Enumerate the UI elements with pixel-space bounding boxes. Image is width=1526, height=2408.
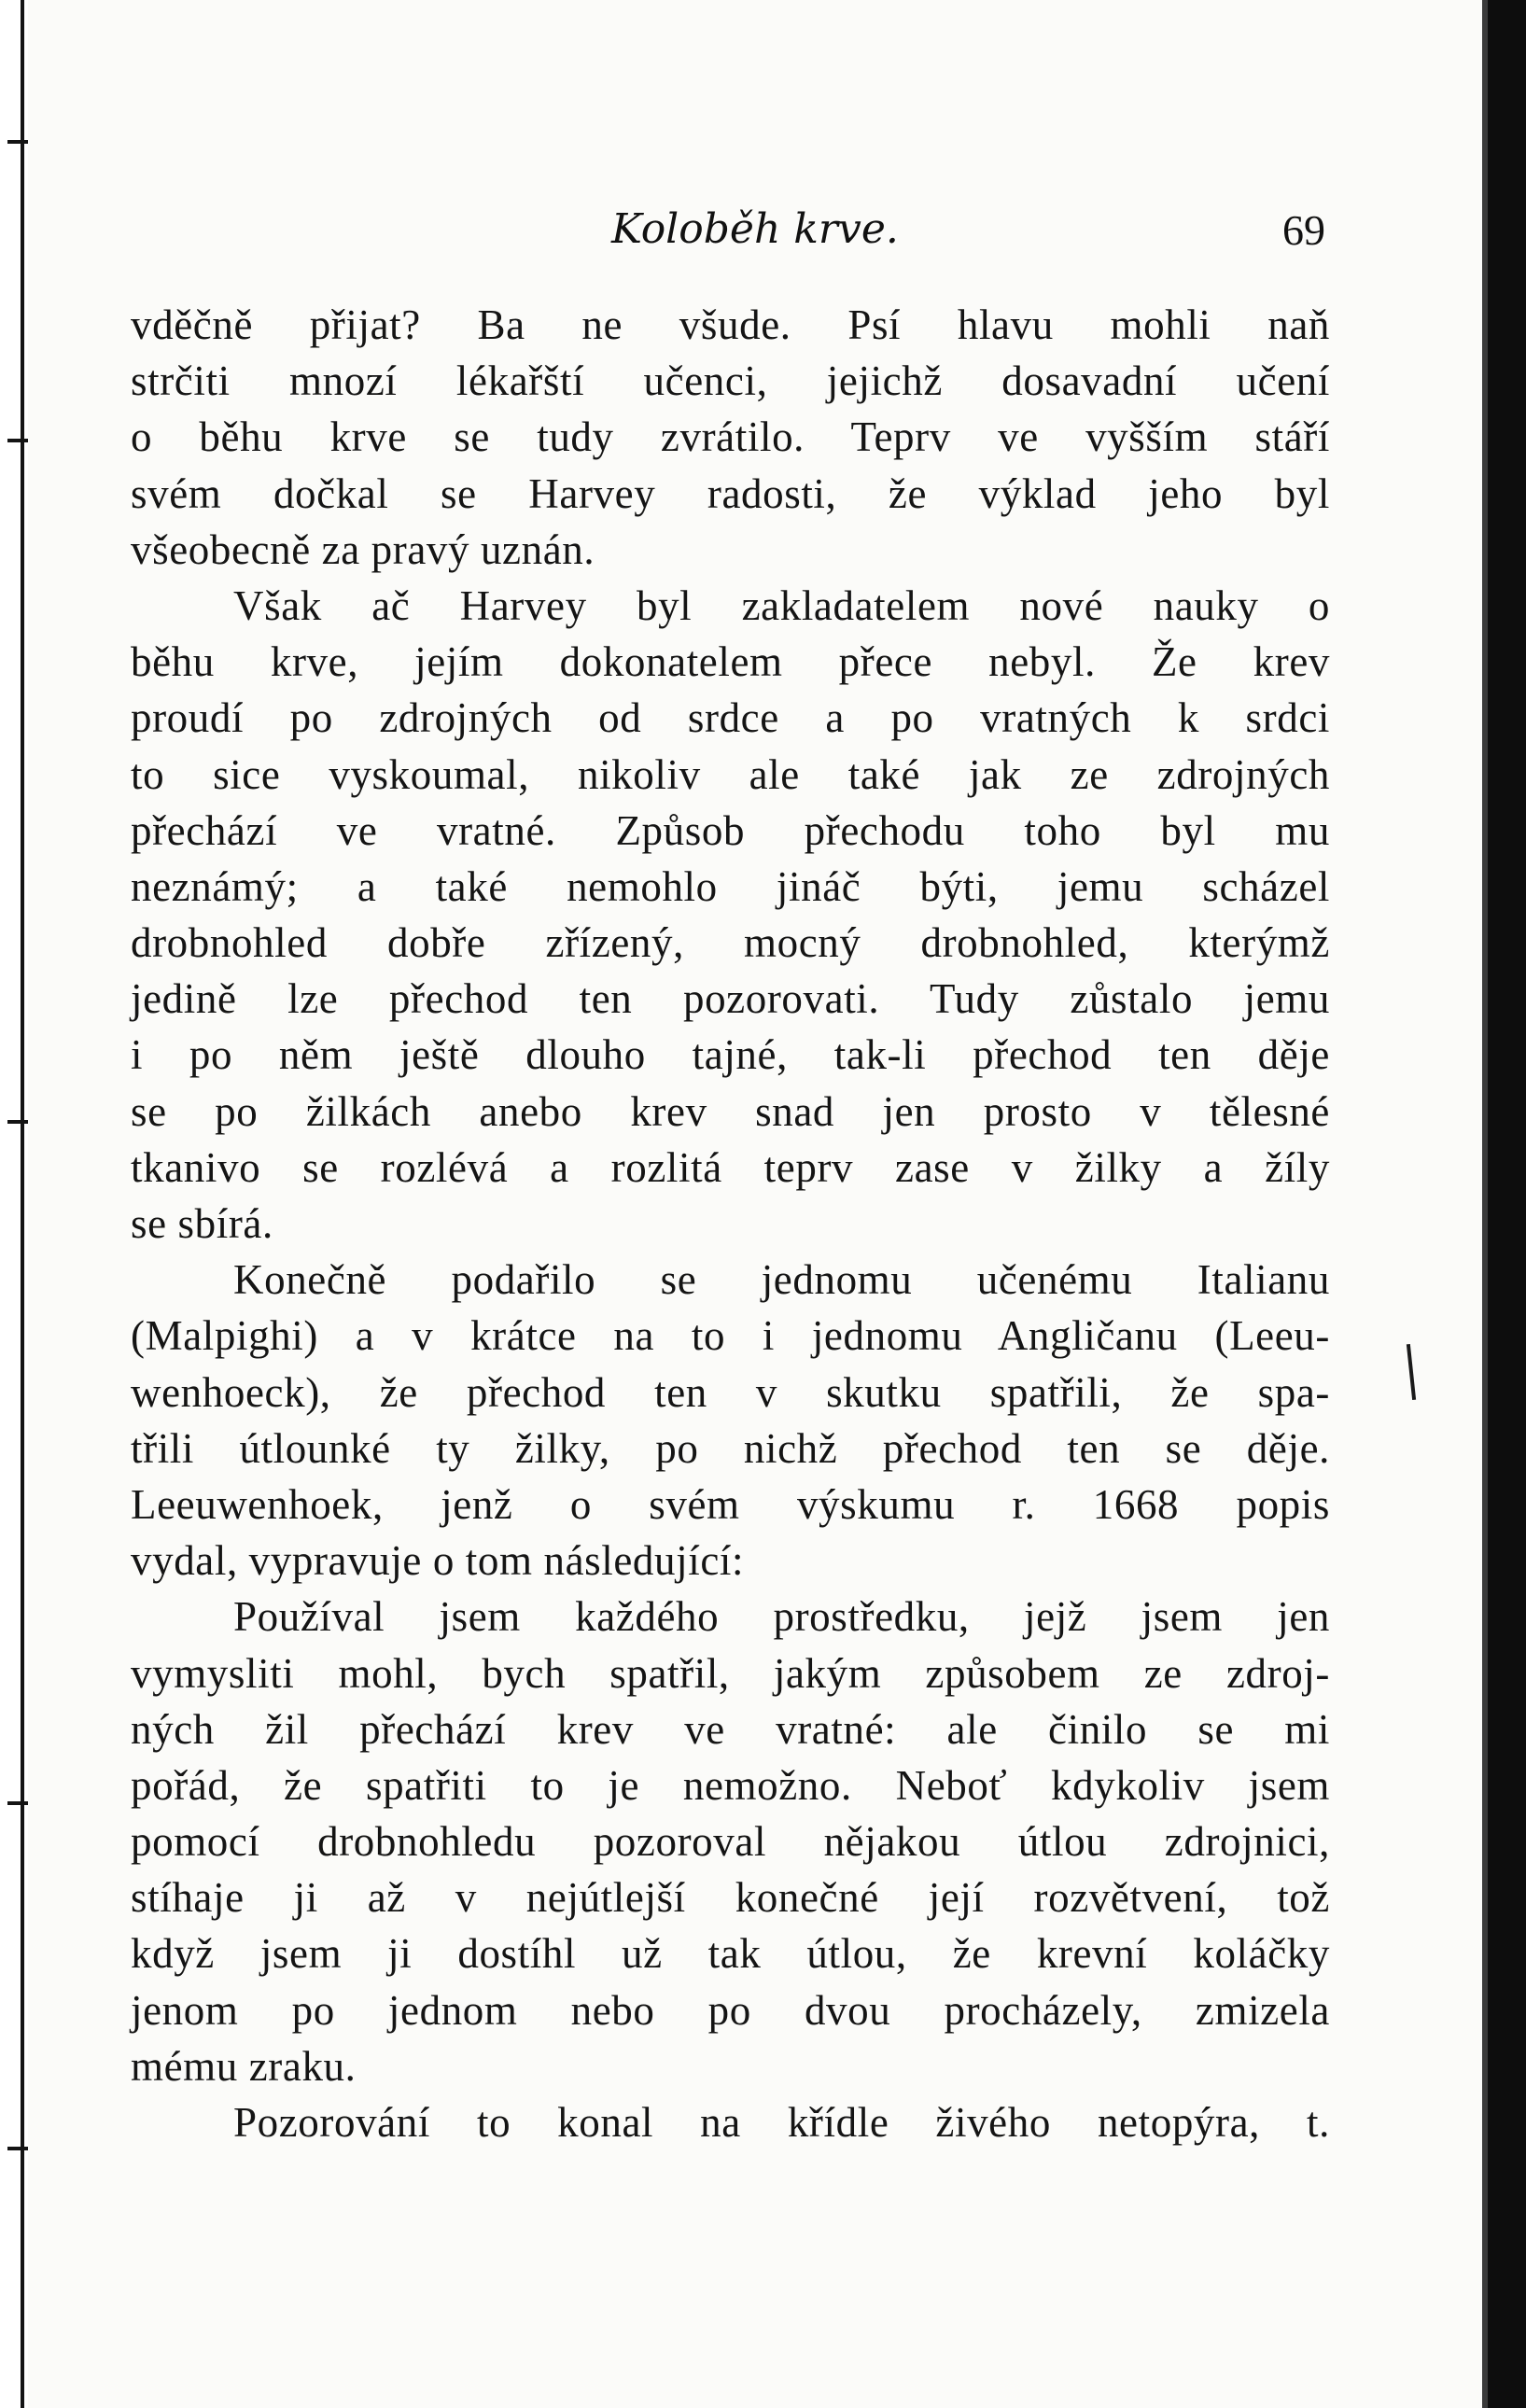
- text-line: všeobecně za pravý uznán.: [131, 525, 595, 573]
- text-line: vymysliti mohl, bych spatřil, jakým způsobem ze zdroj-: [131, 1649, 1330, 1697]
- text-line: Konečně podařilo se jednomu učenému Italianu: [233, 1256, 1330, 1304]
- text-line: pomocí drobnohledu pozoroval nějakou útlou zdrojnici,: [131, 1818, 1330, 1866]
- text-line: Však ač Harvey byl zakladatelem nové nauky o: [233, 581, 1330, 629]
- binding-tick: [7, 1120, 28, 1124]
- text-line: jedině lze přechod ten pozorovati. Tudy zůstalo jemu: [131, 975, 1330, 1023]
- left-binding-edge: [0, 0, 28, 2408]
- body-text: [131, 297, 1330, 2150]
- page-header: [131, 205, 1325, 271]
- text-line: o běhu krve se tudy zvrátilo. Teprv ve vyšším stáří: [131, 413, 1330, 461]
- page-number: 69: [1282, 206, 1325, 254]
- text-line: vydal, vypravuje o tom následující:: [131, 1537, 745, 1585]
- text-line: proudí po zdrojných od srdce a po vratných k srdci: [131, 694, 1330, 742]
- text-line: ných žil přechází krev ve vratné: ale činilo se mi: [131, 1705, 1330, 1753]
- binding-tick: [7, 1801, 28, 1805]
- text-line: jenom po jednom nebo po dvou procházely, zmizela: [131, 1986, 1330, 2034]
- page-edge-shadow: [1482, 0, 1488, 2408]
- text-line: Pozorování to konal na křídle živého netopýra, t.: [233, 2099, 1330, 2146]
- text-line: se sbírá.: [131, 1200, 273, 1247]
- text-line: přechází ve vratné. Způsob přechodu toho byl mu: [131, 806, 1330, 854]
- binding-tick: [7, 439, 28, 442]
- text-line: se po žilkách anebo krev snad jen prosto v tělesné: [131, 1087, 1330, 1135]
- text-line: když jsem ji dostíhl už tak útlou, že krevní koláčky: [131, 1930, 1330, 1978]
- margin-mark: [1407, 1344, 1416, 1400]
- binding-tick: [7, 2147, 28, 2150]
- text-line: tkanivo se rozlévá a rozlitá teprv zase v žilky a žíly: [131, 1143, 1330, 1191]
- text-line: Leeuwenhoek, jenž o svém výskumu r. 1668 popis: [131, 1480, 1330, 1528]
- right-dark-edge: [1482, 0, 1526, 2408]
- text-line: běhu krve, jejím dokonatelem přece nebyl. Že krev: [131, 638, 1330, 686]
- text-line: i po něm ještě dlouho tajné, tak-li přechod ten děje: [131, 1031, 1330, 1079]
- text-line: stíhaje ji až v nejútlejší konečné její rozvětvení, tož: [131, 1874, 1330, 1922]
- binding-tick: [7, 140, 28, 144]
- text-line: pořád, že spatřiti to je nemožno. Neboť kdykoliv jsem: [131, 1761, 1330, 1809]
- text-line: mému zraku.: [131, 2042, 357, 2090]
- binding-rule: [21, 0, 24, 2408]
- text-line: (Malpighi) a v krátce na to i jednomu Angličanu (Leeu-: [131, 1312, 1330, 1360]
- text-line: vděčně přijat? Ba ne všude. Psí hlavu mohli naň: [131, 301, 1330, 348]
- text-line: třili útlounké ty žilky, po nichž přechod ten se děje.: [131, 1424, 1330, 1472]
- text-line: drobnohled dobře zřízený, mocný drobnohled, kterýmž: [131, 919, 1330, 967]
- text-line: wenhoeck), že přechod ten v skutku spatřili, že spa-: [131, 1368, 1330, 1416]
- text-line: svém dočkal se Harvey radosti, že výklad jeho byl: [131, 469, 1330, 517]
- text-line: Používal jsem každého prostředku, jejž jsem jen: [233, 1593, 1330, 1641]
- text-line: to sice vyskoumal, nikoliv ale také jak ze zdrojných: [131, 750, 1330, 798]
- running-title: Koloběh krve.: [611, 205, 899, 253]
- text-line: neznámý; a také nemohlo jináč býti, jemu scházel: [131, 862, 1330, 910]
- text-line: strčiti mnozí lékařští učenci, jejichž dosavadní učení: [131, 357, 1330, 405]
